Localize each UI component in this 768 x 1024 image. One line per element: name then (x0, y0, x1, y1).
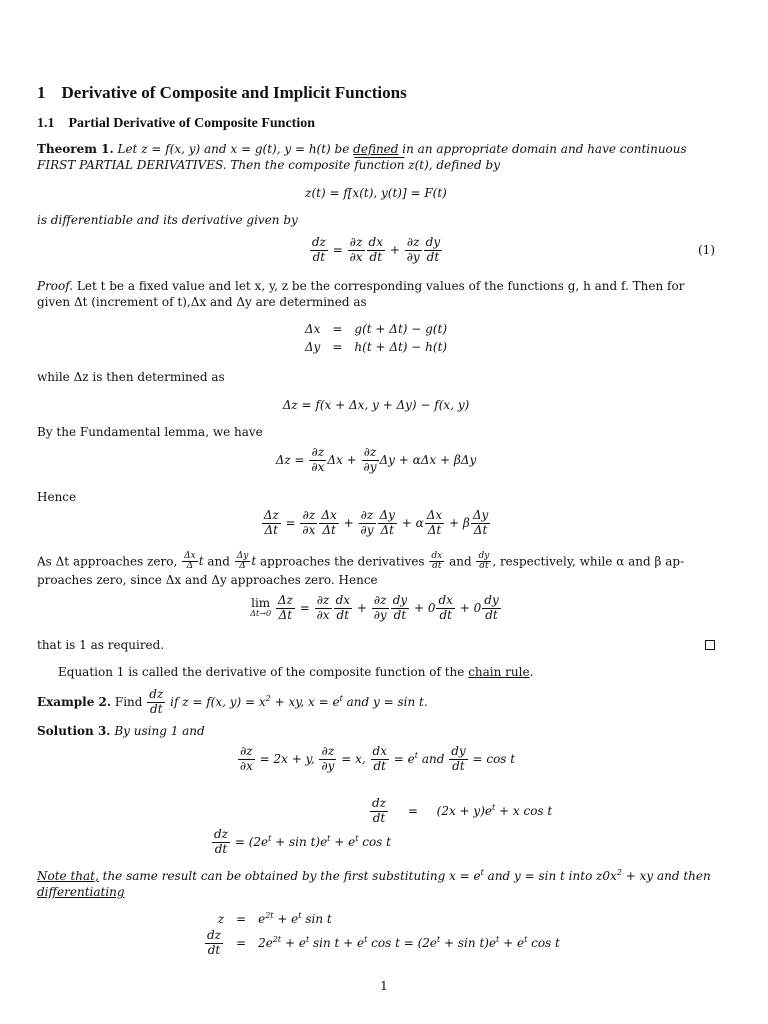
chain-text: Equation 1 is called the derivative of the composite function of the (58, 665, 469, 679)
equation-row (299, 338, 453, 356)
theorem-math: x = g(t), y = h(t) (230, 142, 331, 156)
solution-text: By using 1 and (114, 724, 205, 738)
theorem-math: z = f(x, y) (141, 142, 201, 156)
theorem-text: Let (117, 142, 142, 156)
theorem-block (37, 141, 715, 173)
section-number: 1 (37, 83, 46, 102)
eq-rhs: $e^{2t} + e^t$ sin t (258, 911, 332, 926)
theorem-text: in an appropriate domain and have continuous (398, 142, 687, 156)
example-label: Example 2. (37, 694, 112, 709)
eq-rel: = (236, 936, 247, 951)
theorem-label: Theorem 1. (37, 142, 114, 156)
lim-word: lim (251, 596, 271, 611)
section-title: Derivative of Composite and Implicit Functions (61, 83, 407, 102)
equation-dzdt-2: $\frac{dz}{dt}$ = $(2e^t + \sin t)e^t + e^t$ cos t (214, 827, 391, 856)
subsection-title: Partial Derivative of Composite Function (68, 116, 316, 131)
hence-text: Hence (37, 490, 77, 504)
chain-rule-link[interactable]: chain rule (468, 665, 530, 679)
eq-lhs: $\frac{dz}{dt}$ (207, 928, 222, 957)
underlined-word: defined (353, 142, 399, 156)
subsection-heading (37, 115, 715, 134)
chain-text: . (529, 665, 534, 679)
while-text: while Δz is then determined as (37, 370, 225, 384)
theorem-text: z(t), defined by (404, 158, 500, 173)
eq-rel: = (332, 340, 343, 355)
equation-partials: $\frac{\partial z}{\partial x}$ = 2x + y, $\frac{\partial z}{\partial y}$ = x, $\frac{dx}{dt}$ = $e^t$ and $\frac{dy}{dt}$ = cos t (239, 744, 516, 773)
eq-rhs: $2e^{2t} + e^t$ $\sin t + e^t$ $\cos t = (2e^t + \sin t)e^t + e^t$ cos t (258, 935, 560, 951)
chain-rule-paragraph (37, 664, 715, 680)
page-number: 1 (380, 979, 388, 993)
equation-dzdt-1: $\frac{dz}{dt}$ = $(2x + y)e^t + x$ cos t (372, 796, 553, 825)
theorem-text: FIRST PARTIAL DERIVATIVES. Then the composite (37, 158, 355, 173)
required-text: that is 1 as required. (37, 638, 165, 652)
equation-lemma: Δz = $\frac{\partial z}{\partial x}$ Δx + $\frac{\partial z}{\partial y}$ Δy + αΔx + βΔy (275, 445, 477, 474)
required-line (37, 637, 715, 653)
equation-1: $\frac{dz}{dt}$ = $\frac{\partial z}{\partial x}$ $\frac{dx}{dt}$ + $\frac{\partial z}{\partial y}$ $\frac{dy}{dt}$ (1) (311, 235, 715, 264)
eq-rhs: g(t + Δt) − g(t) (354, 322, 447, 336)
equation-row (198, 910, 566, 928)
qed-square-icon (705, 640, 715, 650)
example-block: Example 2. Find $\frac{dz}{dt}$ if z = f(x, $y) = x^2$ + xy, $x = e^t$ and y = sin t. (37, 687, 428, 716)
example-math: if z = f(x, y) = x (170, 694, 266, 709)
lemma-text: By the Fundamental lemma, we have (37, 425, 263, 439)
example-text: Find (114, 694, 143, 709)
proof-label: Proof. (37, 279, 74, 293)
approach-text: approaches the derivatives (256, 554, 429, 569)
overlined-word: function (354, 158, 405, 173)
note-paragraph: Note that, the same result can be obtained by the first substituting $x = e^t$ and y = sin t into $z0x^2$ + xy and then differentiating (37, 868, 715, 900)
increment-equations (37, 320, 715, 356)
lim-subscript: Δt→0 (250, 609, 272, 619)
solution-label: Solution 3. (37, 724, 111, 738)
eq-rel: = (332, 322, 343, 336)
example-math: + xy, x = e (270, 694, 340, 709)
approach-text: proaches zero, since Δx and Δy approaches zero. Hence (37, 572, 378, 587)
eq-lhs: Δx (304, 322, 321, 336)
note-text: and y = sin t into z0x (483, 869, 617, 883)
note-text: differentiating (37, 885, 125, 900)
subsection-number: 1.1 (37, 116, 55, 131)
theorem-text: and (200, 142, 231, 156)
approach-text: and (203, 554, 234, 569)
proof-text: Let t be a fixed value and let x, y, z be the corresponding values of the functions g, h and f. Then for (73, 279, 685, 293)
approach-text: , respectively, while α and β ap- (492, 554, 685, 569)
theorem-text: be (330, 142, 354, 156)
note-lead: Note that, (37, 869, 99, 883)
proof-text: given Δt (increment of t),Δx and Δy are determined as (37, 295, 367, 310)
equation-composite: z(t) = f[x(t), y(t)] = F(t) (305, 186, 447, 200)
example-math: and y = sin t. (342, 694, 428, 709)
approach-text: As Δt approaches zero, (37, 554, 182, 569)
solution-block (37, 723, 715, 739)
note-text: + xy and then (621, 869, 711, 883)
eq-lhs: z (217, 912, 225, 926)
equation-limit: lim Δt→0 $\frac{\Delta z}{\Delta t}$ = $\frac{\partial z}{\partial x}$ $\frac{dx}{dt}$ + $\frac{\partial z}{\partial y}$ $\frac{dy}{dt}$ + 0 $\frac{dx}{dt}$ + 0 $\frac{dy}{dt}$ (250, 593, 499, 622)
equation-row (299, 320, 453, 338)
eq-rel: = (236, 912, 247, 926)
equation-row (198, 928, 566, 959)
final-equations (198, 910, 566, 959)
approach-paragraph: As Δt approaches zero, $\frac{\Delta x}{\Delta}$ t and $\frac{\Delta y}{\Delta}$ t approaches the derivatives $\frac{dx}{dt}$ and $\frac{dy}{dt}$ , respectively, while α and β ap- proaches zero, since Δx and Δy approaches zero. Hence (37, 552, 715, 588)
proof-paragraph (37, 278, 715, 310)
equation-number: (1) (698, 243, 715, 257)
note-text: the same result can be obtained by the first substituting x = e (98, 869, 481, 883)
equation-dz: Δz = f(x + Δx, y + Δy) − f(x, y) (282, 398, 470, 412)
eq-rhs: h(t + Δt) − h(t) (354, 340, 448, 355)
eq-lhs: Δy (304, 340, 321, 355)
equation-hence: $\frac{\Delta z}{\Delta t}$ = $\frac{\partial z}{\partial x}$ $\frac{\Delta x}{\Delta t}$ + $\frac{\partial z}{\partial y}$ $\frac{\Delta y}{\Delta t}$ + α $\frac{\Delta x}{\Delta t}$ + β $\frac{\Delta y}{\Delta t}$ (263, 508, 489, 537)
section-heading (37, 82, 715, 105)
differentiable-text: is differentiable and its derivative given by (37, 213, 298, 227)
approach-text: and (445, 554, 476, 569)
